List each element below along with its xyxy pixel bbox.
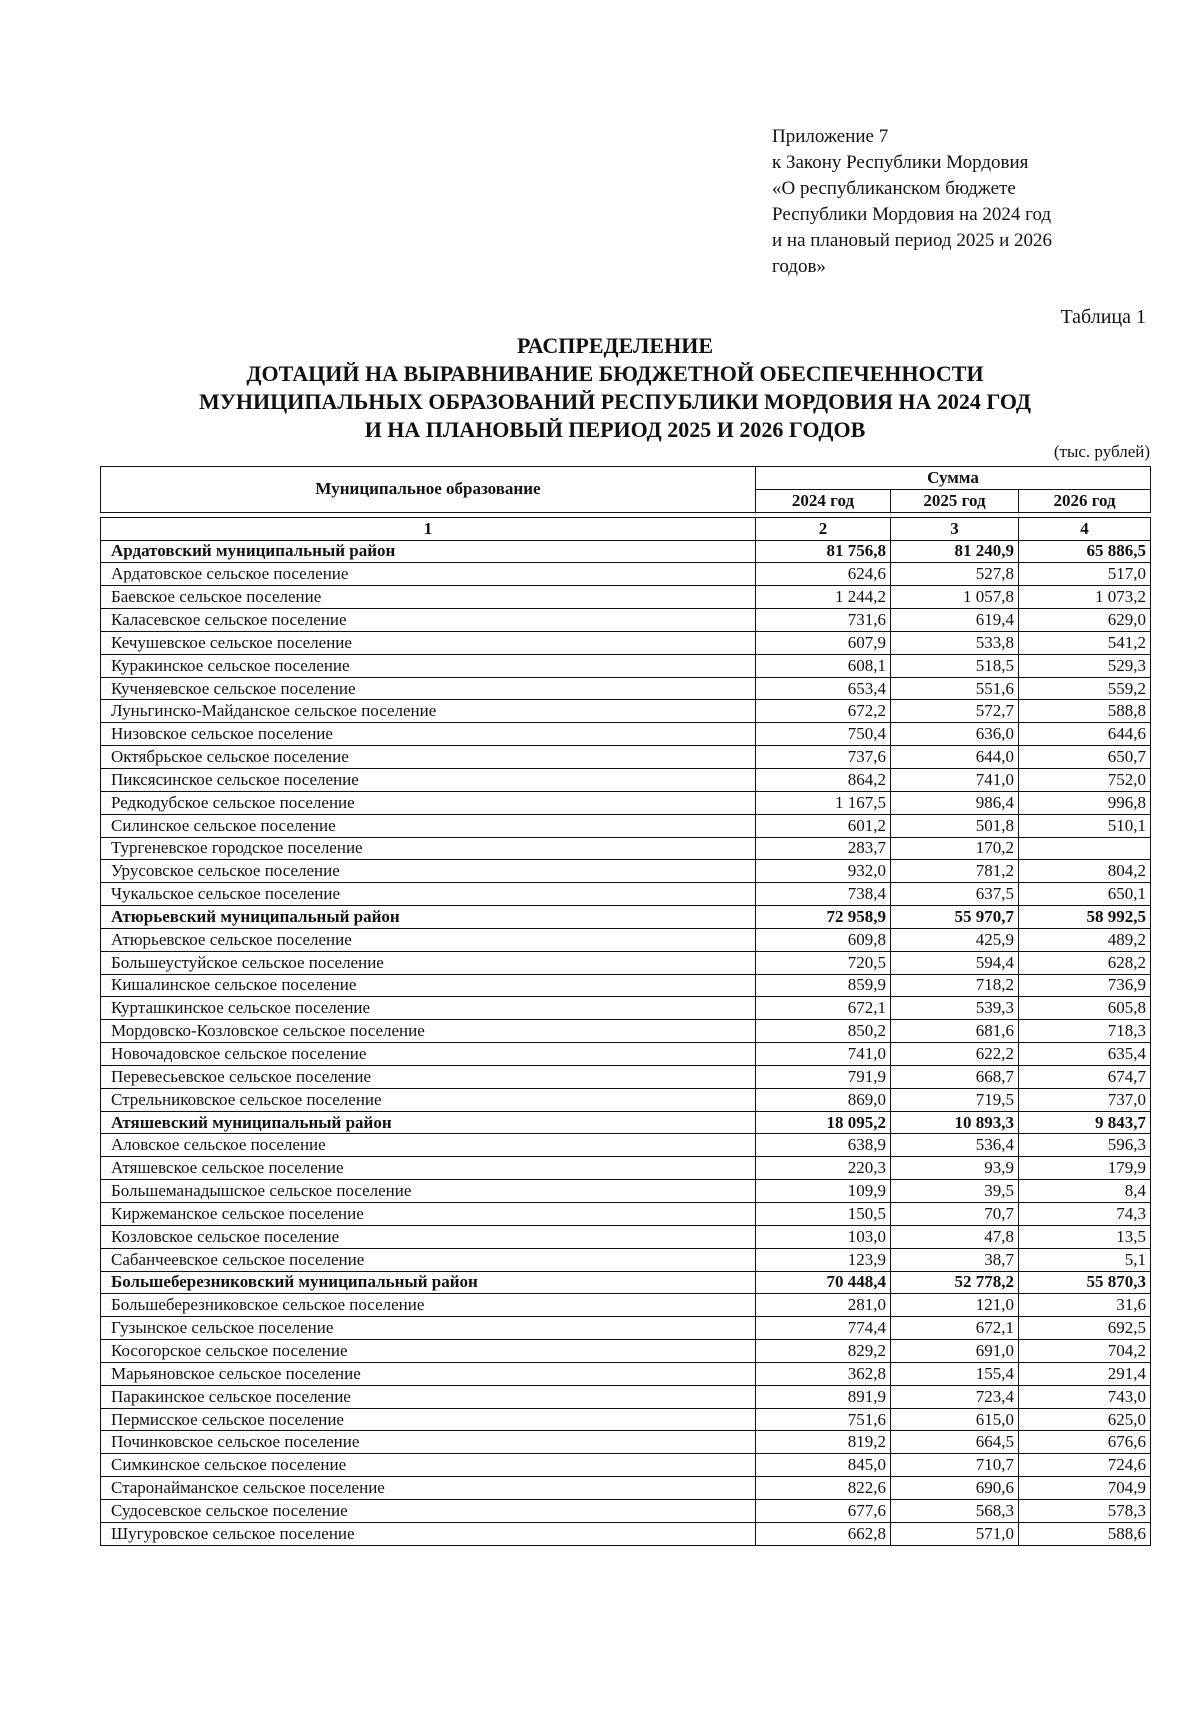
settlement-row — [101, 1248, 1151, 1271]
settlement-row — [101, 1225, 1151, 1248]
municipality-name: Куракинское сельское поселение — [101, 654, 756, 677]
amount-2025: 690,6 — [891, 1477, 1019, 1500]
amount-2024: 1 244,2 — [756, 586, 891, 609]
amount-2026: 724,6 — [1019, 1454, 1151, 1477]
amount-2026: 804,2 — [1019, 860, 1151, 883]
amount-2026: 718,3 — [1019, 1020, 1151, 1043]
settlement-row — [101, 768, 1151, 791]
municipality-name: Починковское сельское поселение — [101, 1431, 756, 1454]
municipality-name: Марьяновское сельское поселение — [101, 1362, 756, 1385]
amount-2025: 55 970,7 — [891, 906, 1019, 929]
column-index: 1 — [101, 517, 756, 540]
settlement-row — [101, 1043, 1151, 1066]
amount-2026: 9 843,7 — [1019, 1111, 1151, 1134]
municipality-name: Мордовско-Козловское сельское поселение — [101, 1020, 756, 1043]
settlement-row — [101, 563, 1151, 586]
amount-2025: 155,4 — [891, 1362, 1019, 1385]
settlement-row — [101, 1362, 1151, 1385]
amount-2025: 781,2 — [891, 860, 1019, 883]
table-number: Таблица 1 — [1060, 306, 1146, 328]
amount-2024: 672,1 — [756, 997, 891, 1020]
subsidy-table — [100, 466, 1151, 1546]
amount-2025: 70,7 — [891, 1203, 1019, 1226]
amount-2024: 1 167,5 — [756, 791, 891, 814]
amount-2025: 719,5 — [891, 1088, 1019, 1111]
amount-2026: 510,1 — [1019, 814, 1151, 837]
settlement-row — [101, 860, 1151, 883]
amount-2026: 650,1 — [1019, 883, 1151, 906]
amount-2024: 672,2 — [756, 700, 891, 723]
district-row — [101, 906, 1151, 929]
amount-2025: 539,3 — [891, 997, 1019, 1020]
amount-2025: 710,7 — [891, 1454, 1019, 1477]
settlement-row — [101, 1408, 1151, 1431]
municipality-name: Козловское сельское поселение — [101, 1225, 756, 1248]
amount-2024: 850,2 — [756, 1020, 891, 1043]
amount-2024: 845,0 — [756, 1454, 891, 1477]
amount-2026: 628,2 — [1019, 951, 1151, 974]
settlement-row — [101, 631, 1151, 654]
settlement-row — [101, 654, 1151, 677]
amount-2025: 723,4 — [891, 1385, 1019, 1408]
municipality-name: Каласевское сельское поселение — [101, 609, 756, 632]
settlement-row — [101, 1499, 1151, 1522]
amount-2026: 1 073,2 — [1019, 586, 1151, 609]
municipality-name: Косогорское сельское поселение — [101, 1340, 756, 1363]
appendix-line: годов» — [772, 256, 826, 277]
amount-2026: 737,0 — [1019, 1088, 1151, 1111]
municipality-name: Урусовское сельское поселение — [101, 860, 756, 883]
amount-2024: 891,9 — [756, 1385, 891, 1408]
appendix-line: Республики Мордовия на 2024 год — [772, 204, 1052, 225]
amount-2024: 283,7 — [756, 837, 891, 860]
amount-2024: 70 448,4 — [756, 1271, 891, 1294]
settlement-row — [101, 1454, 1151, 1477]
municipality-name: Гузынское сельское поселение — [101, 1317, 756, 1340]
municipality-name: Тургеневское городское поселение — [101, 837, 756, 860]
amount-2025: 81 240,9 — [891, 540, 1019, 563]
amount-2025: 121,0 — [891, 1294, 1019, 1317]
amount-2026: 31,6 — [1019, 1294, 1151, 1317]
municipality-name: Перевесьевское сельское поселение — [101, 1065, 756, 1088]
municipality-name: Луньгинско-Майданское сельское поселение — [101, 700, 756, 723]
amount-2025: 594,4 — [891, 951, 1019, 974]
amount-2025: 572,7 — [891, 700, 1019, 723]
amount-2024: 638,9 — [756, 1134, 891, 1157]
amount-2026: 752,0 — [1019, 768, 1151, 791]
amount-2025: 425,9 — [891, 928, 1019, 951]
amount-2026: 650,7 — [1019, 746, 1151, 769]
settlement-row — [101, 1431, 1151, 1454]
amount-2025: 501,8 — [891, 814, 1019, 837]
municipality-name: Симкинское сельское поселение — [101, 1454, 756, 1477]
municipality-name: Атяшевский муниципальный район — [101, 1111, 756, 1134]
municipality-name: Атяшевское сельское поселение — [101, 1157, 756, 1180]
amount-2024: 822,6 — [756, 1477, 891, 1500]
amount-2026: 588,6 — [1019, 1522, 1151, 1545]
amount-2024: 731,6 — [756, 609, 891, 632]
municipality-name: Шугуровское сельское поселение — [101, 1522, 756, 1545]
amount-2024: 737,6 — [756, 746, 891, 769]
settlement-row — [101, 1157, 1151, 1180]
municipality-name: Судосевское сельское поселение — [101, 1499, 756, 1522]
amount-2026: 596,3 — [1019, 1134, 1151, 1157]
header-municipality: Муниципальное образование — [101, 467, 756, 513]
amount-2025: 93,9 — [891, 1157, 1019, 1180]
amount-2026: 559,2 — [1019, 677, 1151, 700]
amount-2025: 571,0 — [891, 1522, 1019, 1545]
settlement-row — [101, 1522, 1151, 1545]
municipality-name: Киржеманское сельское поселение — [101, 1203, 756, 1226]
amount-2026: 736,9 — [1019, 974, 1151, 997]
municipality-name: Старонайманское сельское поселение — [101, 1477, 756, 1500]
municipality-name: Большеберезниковское сельское поселение — [101, 1294, 756, 1317]
amount-2025: 636,0 — [891, 723, 1019, 746]
amount-2024: 864,2 — [756, 768, 891, 791]
amount-2026: 676,6 — [1019, 1431, 1151, 1454]
title-line: МУНИЦИПАЛЬНЫХ ОБРАЗОВАНИЙ РЕСПУБЛИКИ МОРДОВИЯ НА 2024 ГОД — [198, 389, 1032, 414]
amount-2026: 489,2 — [1019, 928, 1151, 951]
settlement-row — [101, 677, 1151, 700]
amount-2026: 635,4 — [1019, 1043, 1151, 1066]
amount-2024: 750,4 — [756, 723, 891, 746]
amount-2025: 518,5 — [891, 654, 1019, 677]
settlement-row — [101, 700, 1151, 723]
settlement-row — [101, 1134, 1151, 1157]
amount-2024: 608,1 — [756, 654, 891, 677]
amount-2025: 637,5 — [891, 883, 1019, 906]
amount-2026: 8,4 — [1019, 1180, 1151, 1203]
district-row — [101, 1271, 1151, 1294]
appendix-line: «О республиканском бюджете — [772, 178, 1016, 199]
amount-2026: 605,8 — [1019, 997, 1151, 1020]
amount-2025: 533,8 — [891, 631, 1019, 654]
municipality-name: Редкодубское сельское поселение — [101, 791, 756, 814]
amount-2026: 74,3 — [1019, 1203, 1151, 1226]
amount-2024: 109,9 — [756, 1180, 891, 1203]
appendix-line: Приложение 7 — [772, 126, 889, 147]
amount-2026: 517,0 — [1019, 563, 1151, 586]
amount-2026: 743,0 — [1019, 1385, 1151, 1408]
amount-2024: 662,8 — [756, 1522, 891, 1545]
header-sum: Сумма — [756, 467, 1151, 490]
municipality-name: Низовское сельское поселение — [101, 723, 756, 746]
amount-2026: 5,1 — [1019, 1248, 1151, 1271]
appendix-line: к Закону Республики Мордовия — [772, 152, 1029, 173]
amount-2025: 615,0 — [891, 1408, 1019, 1431]
municipality-name: Силинское сельское поселение — [101, 814, 756, 837]
column-index: 3 — [891, 517, 1019, 540]
municipality-name: Кученяевское сельское поселение — [101, 677, 756, 700]
settlement-row — [101, 1385, 1151, 1408]
settlement-row — [101, 1065, 1151, 1088]
settlement-row — [101, 951, 1151, 974]
municipality-name: Кишалинское сельское поселение — [101, 974, 756, 997]
amount-2024: 72 958,9 — [756, 906, 891, 929]
amount-2026: 291,4 — [1019, 1362, 1151, 1385]
municipality-name: Паракинское сельское поселение — [101, 1385, 756, 1408]
amount-2026: 644,6 — [1019, 723, 1151, 746]
column-index-row — [101, 517, 1151, 540]
header-2025: 2025 год — [891, 489, 1019, 512]
amount-2024: 859,9 — [756, 974, 891, 997]
amount-2025: 986,4 — [891, 791, 1019, 814]
settlement-row — [101, 1340, 1151, 1363]
amount-2025: 668,7 — [891, 1065, 1019, 1088]
column-index: 4 — [1019, 517, 1151, 540]
municipality-name: Пермисское сельское поселение — [101, 1408, 756, 1431]
amount-2024: 362,8 — [756, 1362, 891, 1385]
amount-2024: 281,0 — [756, 1294, 891, 1317]
amount-2024: 81 756,8 — [756, 540, 891, 563]
amount-2024: 774,4 — [756, 1317, 891, 1340]
amount-2025: 527,8 — [891, 563, 1019, 586]
amount-2024: 738,4 — [756, 883, 891, 906]
amount-2025: 681,6 — [891, 1020, 1019, 1043]
amount-2025: 47,8 — [891, 1225, 1019, 1248]
amount-2026: 692,5 — [1019, 1317, 1151, 1340]
title-line: ДОТАЦИЙ НА ВЫРАВНИВАНИЕ БЮДЖЕТНОЙ ОБЕСПЕЧЕННОСТИ — [246, 361, 984, 386]
amount-2026: 629,0 — [1019, 609, 1151, 632]
municipality-name: Кечушевское сельское поселение — [101, 631, 756, 654]
municipality-name: Чукальское сельское поселение — [101, 883, 756, 906]
amount-2024: 150,5 — [756, 1203, 891, 1226]
municipality-name: Курташкинское сельское поселение — [101, 997, 756, 1020]
amount-2024: 624,6 — [756, 563, 891, 586]
amount-2025: 718,2 — [891, 974, 1019, 997]
amount-2026: 179,9 — [1019, 1157, 1151, 1180]
title-line: РАСПРЕДЕЛЕНИЕ — [516, 333, 713, 358]
amount-2025: 664,5 — [891, 1431, 1019, 1454]
settlement-row — [101, 1294, 1151, 1317]
amount-2025: 619,4 — [891, 609, 1019, 632]
amount-2026: 704,9 — [1019, 1477, 1151, 1500]
settlement-row — [101, 1020, 1151, 1043]
amount-2025: 1 057,8 — [891, 586, 1019, 609]
amount-2026: 588,8 — [1019, 700, 1151, 723]
amount-2024: 653,4 — [756, 677, 891, 700]
amount-2024: 819,2 — [756, 1431, 891, 1454]
amount-2025: 551,6 — [891, 677, 1019, 700]
municipality-name: Аловское сельское поселение — [101, 1134, 756, 1157]
amount-2025: 170,2 — [891, 837, 1019, 860]
amount-2026: 65 886,5 — [1019, 540, 1151, 563]
municipality-name: Атюрьевский муниципальный район — [101, 906, 756, 929]
amount-2026: 58 992,5 — [1019, 906, 1151, 929]
amount-2025: 741,0 — [891, 768, 1019, 791]
amount-2025: 568,3 — [891, 1499, 1019, 1522]
amount-2024: 601,2 — [756, 814, 891, 837]
document-title — [110, 332, 1120, 444]
municipality-name: Октябрьское сельское поселение — [101, 746, 756, 769]
municipality-name: Большеустуйское сельское поселение — [101, 951, 756, 974]
units-label: (тыс. рублей) — [1053, 442, 1150, 461]
amount-2026: 996,8 — [1019, 791, 1151, 814]
amount-2025: 52 778,2 — [891, 1271, 1019, 1294]
settlement-row — [101, 928, 1151, 951]
municipality-name: Стрельниковское сельское поселение — [101, 1088, 756, 1111]
municipality-name: Пиксясинское сельское поселение — [101, 768, 756, 791]
municipality-name: Большеманадышское сельское поселение — [101, 1180, 756, 1203]
municipality-name: Атюрьевское сельское поселение — [101, 928, 756, 951]
municipality-name: Ардатовское сельское поселение — [101, 563, 756, 586]
district-row — [101, 540, 1151, 563]
amount-2024: 18 095,2 — [756, 1111, 891, 1134]
municipality-name: Новочадовское сельское поселение — [101, 1043, 756, 1066]
settlement-row — [101, 974, 1151, 997]
appendix-note — [772, 124, 1132, 280]
municipality-name: Сабанчеевское сельское поселение — [101, 1248, 756, 1271]
settlement-row — [101, 586, 1151, 609]
header-2024: 2024 год — [756, 489, 891, 512]
settlement-row — [101, 814, 1151, 837]
header-2026: 2026 год — [1019, 489, 1151, 512]
amount-2024: 741,0 — [756, 1043, 891, 1066]
settlement-row — [101, 1477, 1151, 1500]
district-row — [101, 1111, 1151, 1134]
amount-2026: 625,0 — [1019, 1408, 1151, 1431]
settlement-row — [101, 1317, 1151, 1340]
settlement-row — [101, 883, 1151, 906]
amount-2024: 720,5 — [756, 951, 891, 974]
amount-2025: 644,0 — [891, 746, 1019, 769]
amount-2025: 38,7 — [891, 1248, 1019, 1271]
settlement-row — [101, 723, 1151, 746]
municipality-name: Большеберезниковский муниципальный район — [101, 1271, 756, 1294]
settlement-row — [101, 1180, 1151, 1203]
amount-2025: 622,2 — [891, 1043, 1019, 1066]
amount-2024: 609,8 — [756, 928, 891, 951]
amount-2026 — [1019, 837, 1151, 860]
amount-2025: 691,0 — [891, 1340, 1019, 1363]
amount-2026: 55 870,3 — [1019, 1271, 1151, 1294]
amount-2025: 10 893,3 — [891, 1111, 1019, 1134]
settlement-row — [101, 837, 1151, 860]
amount-2024: 932,0 — [756, 860, 891, 883]
amount-2025: 536,4 — [891, 1134, 1019, 1157]
amount-2026: 674,7 — [1019, 1065, 1151, 1088]
municipality-name: Ардатовский муниципальный район — [101, 540, 756, 563]
title-line: И НА ПЛАНОВЫЙ ПЕРИОД 2025 И 2026 ГОДОВ — [364, 417, 866, 442]
amount-2024: 869,0 — [756, 1088, 891, 1111]
amount-2025: 39,5 — [891, 1180, 1019, 1203]
amount-2026: 541,2 — [1019, 631, 1151, 654]
amount-2024: 829,2 — [756, 1340, 891, 1363]
municipality-name: Баевское сельское поселение — [101, 586, 756, 609]
amount-2024: 751,6 — [756, 1408, 891, 1431]
amount-2026: 704,2 — [1019, 1340, 1151, 1363]
amount-2026: 578,3 — [1019, 1499, 1151, 1522]
amount-2024: 677,6 — [756, 1499, 891, 1522]
amount-2024: 103,0 — [756, 1225, 891, 1248]
settlement-row — [101, 1203, 1151, 1226]
amount-2024: 123,9 — [756, 1248, 891, 1271]
appendix-line: и на плановый период 2025 и 2026 — [772, 230, 1052, 251]
table-body — [101, 512, 1151, 1545]
amount-2025: 672,1 — [891, 1317, 1019, 1340]
amount-2026: 529,3 — [1019, 654, 1151, 677]
settlement-row — [101, 997, 1151, 1020]
amount-2026: 13,5 — [1019, 1225, 1151, 1248]
amount-2024: 220,3 — [756, 1157, 891, 1180]
settlement-row — [101, 1088, 1151, 1111]
settlement-row — [101, 609, 1151, 632]
settlement-row — [101, 791, 1151, 814]
amount-2024: 791,9 — [756, 1065, 891, 1088]
settlement-row — [101, 746, 1151, 769]
amount-2024: 607,9 — [756, 631, 891, 654]
column-index: 2 — [756, 517, 891, 540]
